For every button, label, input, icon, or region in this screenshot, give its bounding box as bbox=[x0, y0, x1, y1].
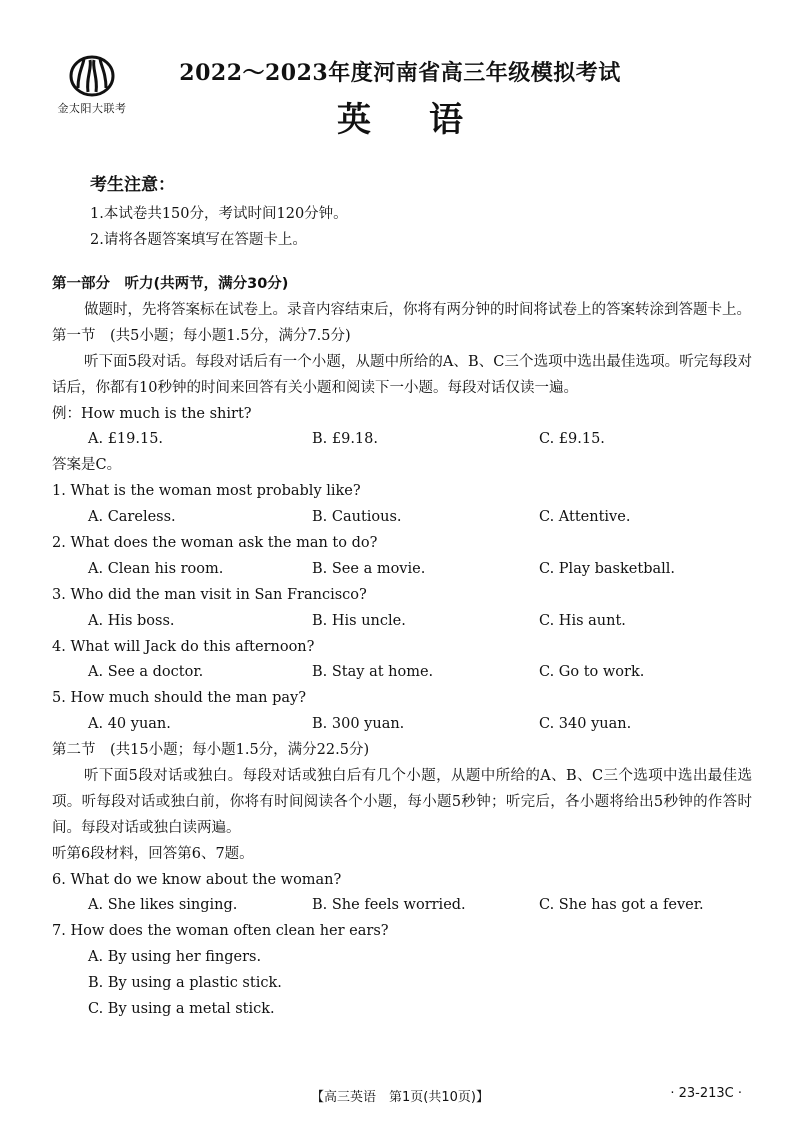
part1-instruction: 做题时，先将答案标在试卷上。录音内容结束后，你将有两分钟的时间将试卷上的答案转涂到答题卡上。 bbox=[84, 301, 751, 318]
section1-instruction: 听下面5段对话。每段对话后有一个小题，从题中所给的A、B、C三个选项中选出最佳选项。听完每段对话后，你都有10秒钟的时间来回答有关小题和阅读下一小题。每段对话仅读一遍。 bbox=[52, 353, 752, 396]
question-4: 4. What will Jack do this afternoon? bbox=[52, 638, 315, 655]
question-2-options bbox=[52, 557, 752, 583]
question-1-options bbox=[52, 505, 752, 531]
question-2: 2. What does the woman ask the man to do? bbox=[52, 534, 378, 551]
section2-heading: 第二节 (共15小题；每小题1.5分，满分22.5分) bbox=[52, 742, 370, 759]
example-options bbox=[52, 427, 752, 453]
notice-block bbox=[90, 170, 348, 253]
subject-title: 英语 bbox=[337, 100, 521, 140]
option-c: C. Go to work. bbox=[539, 664, 645, 681]
question-5: 5. How much should the man pay? bbox=[52, 690, 306, 707]
option-c: C. £9.15. bbox=[539, 431, 605, 448]
option-a: A. His boss. bbox=[88, 612, 175, 629]
logo bbox=[50, 54, 134, 126]
option-a: A. 40 yuan. bbox=[88, 716, 171, 733]
section2-instruction: 听下面5段对话或独白。每段对话或独白后有几个小题，从题中所给的A、B、C三个选项中选出最佳选项。听每段对话或独白前，你将有时间阅读各个小题，每小题5秒钟；听完后，各小题将给出5秒钟的作答时间。每段对话或独白读两遍。 bbox=[52, 767, 752, 836]
page-label: 【高三英语 第1页(共10页)】 bbox=[311, 1090, 489, 1105]
exam-title: 2022～2023年度河南省高三年级模拟考试 bbox=[179, 60, 621, 86]
option-a: A. See a doctor. bbox=[88, 664, 204, 681]
exam-content bbox=[52, 272, 752, 1023]
section1-heading: 第一节 (共5小题；每小题1.5分，满分7.5分) bbox=[52, 327, 351, 344]
logo-text: 金太阳大联考 bbox=[57, 102, 127, 115]
option-b: B. £9.18. bbox=[312, 431, 378, 448]
option-c: C. By using a metal stick. bbox=[88, 1001, 275, 1018]
option-b: B. Stay at home. bbox=[312, 664, 434, 681]
notice-item: 1.本试卷共150分，考试时间120分钟。 bbox=[90, 206, 348, 222]
notice-item: 2.请将各题答案填写在答题卡上。 bbox=[90, 232, 307, 248]
example-question: 例：How much is the shirt? bbox=[52, 405, 252, 422]
paper-code: · 23-213C · bbox=[670, 1086, 742, 1101]
question-3-options bbox=[52, 609, 752, 635]
notice-title: 考生注意： bbox=[90, 175, 175, 195]
option-b: B. His uncle. bbox=[312, 612, 406, 629]
material-note: 听第6段材料，回答第6、7题。 bbox=[52, 845, 254, 862]
option-a: A. She likes singing. bbox=[88, 897, 238, 914]
example-answer: 答案是C。 bbox=[52, 457, 122, 474]
question-4-options bbox=[52, 660, 752, 686]
sun-logo-icon bbox=[68, 54, 116, 98]
question-6-options bbox=[52, 893, 752, 919]
option-a: A. By using her fingers. bbox=[88, 949, 262, 966]
question-5-options bbox=[52, 712, 752, 738]
option-a: A. Careless. bbox=[88, 509, 176, 526]
question-3: 3. Who did the man visit in San Francisco? bbox=[52, 586, 367, 603]
option-c: C. 340 yuan. bbox=[539, 716, 632, 733]
question-6: 6. What do we know about the woman? bbox=[52, 871, 342, 888]
option-c: C. She has got a fever. bbox=[539, 897, 704, 914]
option-c: C. His aunt. bbox=[539, 612, 626, 629]
option-b: B. She feels worried. bbox=[312, 897, 466, 914]
option-c: C. Play basketball. bbox=[539, 560, 676, 577]
option-b: B. See a movie. bbox=[312, 560, 426, 577]
option-b: B. 300 yuan. bbox=[312, 716, 405, 733]
option-c: C. Attentive. bbox=[539, 509, 631, 526]
option-a: A. £19.15. bbox=[88, 431, 164, 448]
option-a: A. Clean his room. bbox=[88, 560, 224, 577]
option-b: B. By using a plastic stick. bbox=[88, 975, 282, 992]
page-footer bbox=[0, 1086, 794, 1108]
question-1: 1. What is the woman most probably like? bbox=[52, 483, 361, 500]
option-b: B. Cautious. bbox=[312, 509, 402, 526]
part1-heading: 第一部分 听力(共两节，满分30分) bbox=[52, 276, 289, 292]
question-7: 7. How does the woman often clean her ears? bbox=[52, 923, 389, 940]
